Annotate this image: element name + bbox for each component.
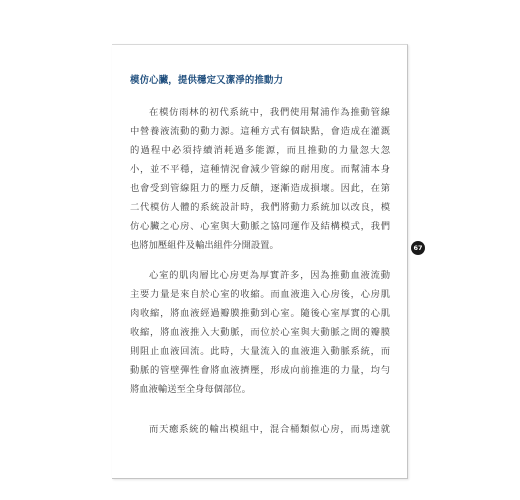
text-line: 主要力量是來自於心室的收縮。而血液進入心房後，心房肌 (130, 289, 390, 300)
text-line: 中營養液流動的動力源。這種方式有個缺點，會造成在灌溉 (130, 126, 390, 137)
text-line: 動脈的管壁彈性會將血液擠壓，形成向前推進的力量，均勻 (130, 365, 390, 376)
text-line: 也將加壓組件及輸出組件分開設置。 (130, 240, 279, 251)
paragraph-3 (130, 420, 390, 439)
text-line: 在模仿雨林的初代系統中，我們使用幫浦作為推動管線 (149, 107, 390, 118)
text-line: 小，並不平穩，這種情況會減少管線的耐用度。而幫浦本身 (130, 164, 390, 175)
text-line: 二代模仿人體的系統設計時，我們將動力系統加以改良，模 (130, 202, 390, 213)
text-line: 將血液輸送至全身每個部位。 (130, 384, 251, 395)
section-title: 模仿心臟，提供穩定又潔淨的推動力 (130, 75, 284, 86)
text-line: 收縮，將血液推入大動脈，而位於心室與大動脈之間的瓣膜 (130, 327, 390, 338)
text-line: 心室的肌肉層比心房更為厚實許多，因為推動血液流動 (149, 270, 390, 281)
page-number-badge: 67 (411, 241, 425, 255)
text-line: 肉收縮，將血液經過瓣膜推動到心室。隨後心室厚實的心肌 (130, 308, 390, 319)
text-line: 的過程中必須持續消耗過多能源，而且推動的力量忽大忽 (130, 145, 390, 156)
text-line: 而天癒系統的輸出模組中，混合桶類似心房，而馬達就 (149, 424, 390, 435)
paragraph-2 (130, 266, 390, 399)
text-line: 則阻止血液回流。此時，大量流入的血液進入動脈系統，而 (130, 346, 390, 357)
text-line: 仿心臟之心房、心室與大動脈之協同運作及結構模式，我們 (130, 221, 390, 232)
text-line: 也會受到管線阻力的壓力反饋，逐漸造成損壞。因此，在第 (130, 183, 390, 194)
paragraph-1 (130, 103, 390, 255)
